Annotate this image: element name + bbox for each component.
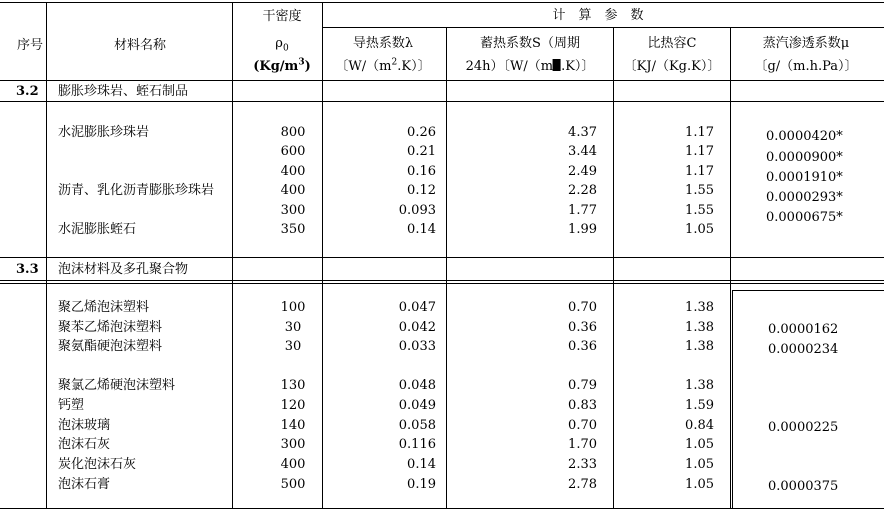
density-value: 120	[280, 398, 306, 413]
density-value: 400	[280, 457, 306, 472]
header-no: 序号	[16, 38, 44, 53]
rule	[730, 27, 731, 508]
material-name: 沥青、乳化沥青膨胀珍珠岩	[58, 183, 215, 198]
lambda-value: 0.26	[407, 125, 436, 140]
density-value: 800	[280, 125, 306, 140]
rule	[732, 290, 884, 291]
s-value: 2.78	[568, 477, 597, 492]
density-value: 500	[280, 477, 306, 492]
material-name: 聚苯乙烯泡沫塑料	[58, 320, 163, 335]
rule	[322, 27, 884, 28]
header-thermal-cond-unit: 〔$W/(m^2.K)$〕	[335, 57, 431, 74]
mu-value: 0.0000293*	[766, 190, 843, 205]
rule	[0, 101, 884, 102]
rule	[0, 80, 884, 81]
material-name: 聚乙烯泡沫塑料	[58, 300, 150, 315]
density-value: 300	[280, 437, 306, 452]
c-value: 0.84	[685, 418, 714, 433]
density-value: 130	[280, 378, 306, 393]
lambda-value: 0.16	[407, 164, 436, 179]
s-value: 0.70	[568, 418, 597, 433]
c-value: 1.55	[685, 203, 714, 218]
s-value: 2.49	[568, 164, 597, 179]
lambda-value: 0.093	[398, 203, 436, 218]
header-density-unit: $(Kg/m^3)$	[253, 57, 311, 74]
density-value: 350	[280, 222, 306, 237]
s-value: 0.70	[568, 300, 597, 315]
header-density-symbol: $\rho_0$	[275, 36, 289, 54]
c-value: 1.05	[685, 222, 714, 237]
header-specific-heat-unit: 〔KJ/（Kg.K）〕	[623, 59, 721, 74]
rule	[0, 283, 884, 284]
c-value: 1.55	[685, 183, 714, 198]
density-value: 140	[280, 418, 306, 433]
mu-value: 0.0000900*	[766, 150, 843, 165]
rule	[0, 2, 884, 3]
material-name: 钙塑	[58, 398, 85, 413]
lambda-value: 0.042	[398, 320, 436, 335]
c-value: 1.38	[685, 378, 714, 393]
s-value: 2.33	[568, 457, 597, 472]
material-name: 泡沫石膏	[58, 477, 111, 492]
header-material-name: 材料名称	[113, 38, 167, 53]
mu-value: 0.0000162	[768, 322, 839, 337]
lambda-value: 0.033	[398, 339, 436, 354]
c-value: 1.17	[685, 144, 714, 159]
material-name: 聚氨酯硬泡沫塑料	[58, 339, 163, 354]
density-value: 30	[284, 339, 302, 354]
mu-value: 0.0000225	[768, 420, 839, 435]
density-value: 300	[280, 203, 306, 218]
header-vapor-perm: 蒸汽渗透系数μ	[762, 36, 850, 51]
density-value: 100	[280, 300, 306, 315]
lambda-value: 0.058	[398, 418, 436, 433]
section-id: 3.2	[16, 84, 39, 99]
density-value: 400	[280, 183, 306, 198]
lambda-value: 0.049	[398, 398, 436, 413]
material-name: 炭化泡沫石灰	[58, 457, 137, 472]
material-name: 聚氯乙烯硬泡沫塑料	[58, 378, 176, 393]
section-id: 3.3	[16, 262, 39, 277]
rule	[0, 508, 884, 509]
s-value: 0.36	[568, 320, 597, 335]
lambda-value: 0.14	[407, 222, 436, 237]
c-value: 1.17	[685, 164, 714, 179]
c-value: 1.38	[685, 339, 714, 354]
rule	[0, 257, 884, 258]
density-value: 30	[284, 320, 302, 335]
s-value: 1.77	[568, 203, 597, 218]
s-value: 3.44	[568, 144, 597, 159]
mu-value: 0.0000675*	[766, 210, 843, 225]
lambda-value: 0.21	[407, 144, 436, 159]
header-thermal-cond: 导热系数λ	[352, 36, 414, 51]
rule	[46, 2, 47, 508]
section-title: 泡沫材料及多孔聚合物	[58, 262, 189, 277]
rule	[613, 27, 614, 508]
s-value: 1.99	[568, 222, 597, 237]
c-value: 1.05	[685, 457, 714, 472]
s-value: 0.36	[568, 339, 597, 354]
density-value: 400	[280, 164, 306, 179]
header-heat-storage-unit: 24h）〔W/（m .K）〕	[465, 59, 595, 74]
s-value: 0.83	[568, 398, 597, 413]
c-value: 1.38	[685, 300, 714, 315]
material-name: 泡沫石灰	[58, 437, 111, 452]
density-value: 600	[280, 144, 306, 159]
mu-value: 0.0000420*	[766, 129, 843, 144]
c-value: 1.17	[685, 125, 714, 140]
lambda-value: 0.19	[407, 477, 436, 492]
c-value: 1.59	[685, 398, 714, 413]
material-name: 泡沫玻璃	[58, 418, 111, 433]
lambda-value: 0.048	[398, 378, 436, 393]
mu-value: 0.0001910*	[766, 170, 843, 185]
lambda-value: 0.047	[398, 300, 436, 315]
mu-value: 0.0000375	[768, 479, 839, 494]
rule	[0, 280, 884, 281]
rule	[322, 2, 323, 508]
section-title: 膨胀珍珠岩、蛭石制品	[58, 84, 189, 99]
header-calc-params: 计 算 参 数	[552, 8, 644, 23]
c-value: 1.05	[685, 477, 714, 492]
mu-value: 0.0000234	[768, 342, 839, 357]
header-density-title: 干密度	[262, 9, 302, 24]
rule	[446, 27, 447, 508]
c-value: 1.05	[685, 437, 714, 452]
lambda-value: 0.12	[407, 183, 436, 198]
header-heat-storage: 蓄热系数S（周期	[480, 36, 580, 51]
header-specific-heat: 比热容C	[647, 36, 697, 51]
lambda-value: 0.116	[398, 437, 436, 452]
lambda-value: 0.14	[407, 457, 436, 472]
material-name: 水泥膨胀珍珠岩	[58, 125, 150, 140]
rule	[232, 2, 233, 508]
s-value: 2.28	[568, 183, 597, 198]
s-value: 1.70	[568, 437, 597, 452]
header-vapor-perm-unit: 〔g/（m.h.Pa）〕	[754, 59, 858, 74]
s-value: 4.37	[568, 125, 597, 140]
material-name: 水泥膨胀蛭石	[58, 222, 137, 237]
s-value: 0.79	[568, 378, 597, 393]
c-value: 1.38	[685, 320, 714, 335]
rule	[732, 290, 733, 508]
